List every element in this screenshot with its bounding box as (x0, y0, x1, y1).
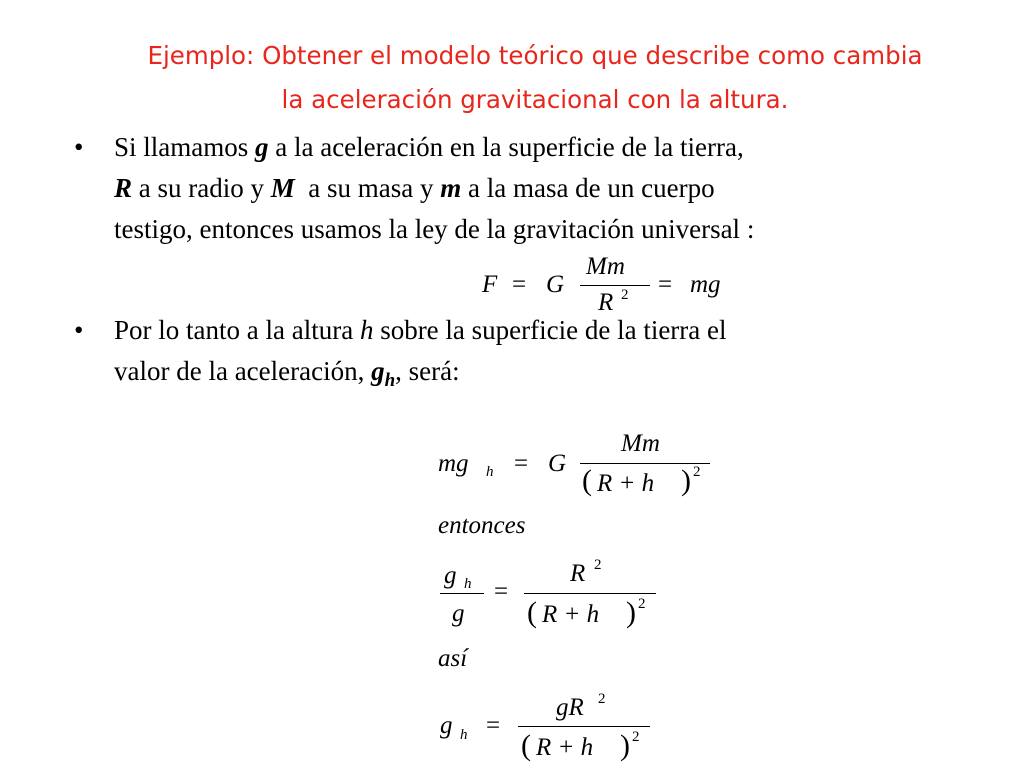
bullet-marker: • (74, 132, 84, 162)
eq1-fraction-bar (580, 285, 650, 286)
text-run: a su masa y (294, 173, 441, 203)
eq2-exponent: 2 (693, 464, 701, 480)
eq1-denominator-exponent: 2 (621, 287, 629, 303)
symbol-m: m (440, 173, 462, 203)
bullet-1-line-3: testigo, entonces usamos la ley de la gravitación universal : (114, 214, 755, 244)
text-run: , será: (395, 356, 460, 386)
slide-title (60, 34, 1010, 122)
eq4-equals: = (486, 712, 501, 739)
eq3-left-paren: ( (527, 596, 537, 629)
eq4-numerator: gR (556, 694, 584, 721)
eq3-right-paren: ) (626, 596, 636, 629)
symbol-g: g (255, 132, 269, 162)
eq3-numerator: g (444, 562, 457, 589)
eq1-rhs: mg (690, 271, 721, 298)
eq2-right-paren: ) (681, 464, 691, 497)
eq4-numerator-exponent: 2 (598, 691, 606, 707)
text-run: Por lo tanto a la altura (114, 315, 360, 345)
eq3-numerator-subscript: h (464, 576, 472, 592)
eq4-left-paren: ( (521, 729, 531, 762)
eq4-lhs-subscript: h (460, 727, 468, 743)
bullet-2-line-1 (114, 310, 954, 351)
bullet-1-line-1 (114, 127, 954, 168)
eq1-lhs: F (482, 271, 498, 298)
eq3-right-denominator: R + h (542, 601, 600, 628)
eq3-right-numerator-exponent: 2 (594, 557, 602, 573)
symbol-R: R (114, 173, 133, 203)
eq1-G: G (546, 271, 565, 298)
text-run: sobre la superficie de la tierra el (373, 315, 727, 345)
eq2-left-paren: ( (582, 464, 592, 497)
bullet-1-line-2 (114, 168, 954, 209)
eq4-exponent: 2 (632, 729, 640, 745)
eq2-G: G (548, 450, 567, 477)
word-asi: así (438, 645, 468, 672)
title-line-1: Ejemplo: Obtener el modelo teórico que describe como cambia (147, 41, 923, 70)
symbol-M: M (270, 173, 295, 203)
symbol-g: g (371, 356, 385, 386)
eq4-right-paren: ) (620, 729, 630, 762)
bullet-1-text (114, 127, 954, 250)
eq4-fraction-bar (518, 726, 650, 727)
eq2-numerator: Mm (621, 430, 660, 457)
eq3-exponent: 2 (638, 596, 646, 612)
eq2-lhs: mg (438, 450, 469, 477)
eq3-equals: = (494, 578, 509, 605)
eq2-denominator: R + h (597, 470, 655, 497)
bullet-2-text (114, 310, 954, 401)
eq3-right-fraction-bar (524, 593, 656, 594)
title-line-2: la aceleración gravitacional con la altura. (281, 85, 789, 114)
eq2-equals: = (514, 450, 529, 477)
text-run: Si llamamos (114, 132, 255, 162)
eq3-left-fraction-bar (440, 593, 484, 594)
text-run: a su radio y (132, 173, 271, 203)
text-run: a la masa de un cuerpo (461, 173, 715, 203)
eq3-denominator: g (452, 600, 465, 627)
symbol-h-subscript: h (384, 370, 396, 391)
eq1-numerator: Mm (586, 253, 625, 280)
text-run: a la aceleración en la superficie de la tierra, (268, 132, 744, 162)
eq3-right-numerator: R (570, 560, 586, 587)
eq4-lhs: g (440, 712, 453, 739)
word-entonces: entonces (438, 512, 526, 539)
eq2-lhs-subscript: h (486, 464, 494, 480)
eq1-equals: = (512, 271, 527, 298)
text-run: valor de la aceleración, (114, 356, 372, 386)
eq1-denominator: R (598, 289, 614, 316)
bullet-2-line-2 (114, 351, 954, 401)
eq1-equals-2: = (658, 271, 673, 298)
eq4-denominator: R + h (536, 734, 594, 761)
bullet-marker: • (74, 315, 84, 345)
symbol-h: h (359, 315, 374, 345)
